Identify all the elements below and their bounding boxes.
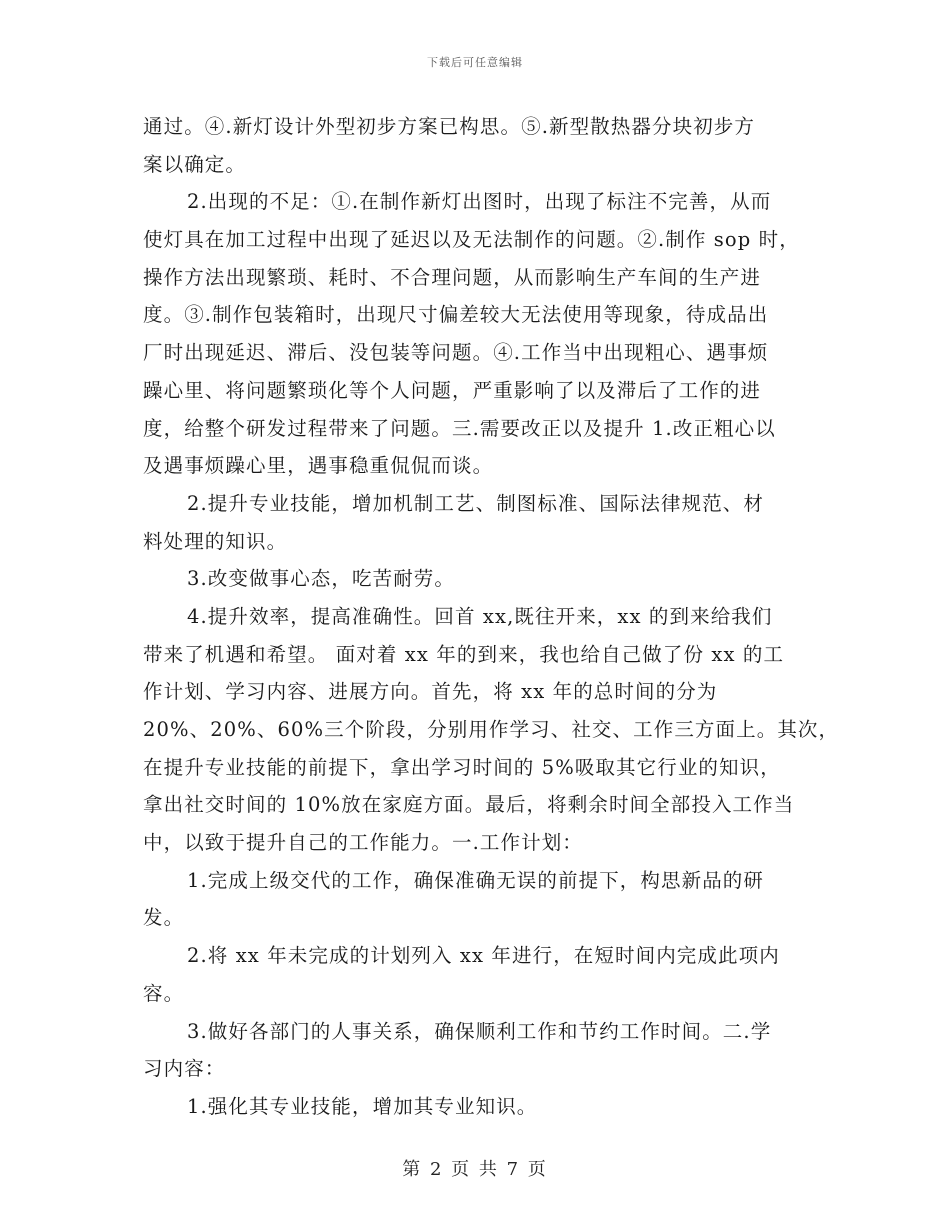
text-line: 厂时出现延迟、滞后、没包装等问题。④.工作当中出现粗心、遇事烦 (143, 341, 769, 365)
text-line: 发。 (143, 906, 185, 930)
text-line: 料处理的知识。 (143, 529, 288, 553)
text-line: 1.强化其专业技能，增加其专业知识。 (187, 1094, 538, 1118)
text-line: 在提升专业技能的前提下，拿出学习时间的 5%吸取其它行业的知识， (143, 755, 781, 779)
text-line: 作计划、学习内容、进展方向。首先，将 xx 年的总时间的分为 (143, 680, 718, 704)
text-line: 3.做好各部门的人事关系，确保顺利工作和节约工作时间。二.学 (187, 1019, 772, 1043)
text-line: 容。 (143, 981, 185, 1005)
text-line: 习内容： (143, 1057, 226, 1081)
text-line: 度，给整个研发过程带来了问题。三.需要改正以及提升 1.改正粗心以 (143, 416, 776, 440)
page-header: 下载后可任意编辑 (427, 56, 523, 69)
text-line: 度。③.制作包装箱时，出现尺寸偏差较大无法使用等现象，待成品出 (143, 303, 769, 327)
text-line: 躁心里、将问题繁琐化等个人问题，严重影响了以及滞后了工作的进 (143, 378, 762, 402)
text-line: 3.改变做事心态，吃苦耐劳。 (187, 567, 456, 591)
text-line: 20%、20%、60%三个阶段，分别用作学习、社交、工作三方面上。其次， (143, 718, 840, 741)
text-line: 1.完成上级交代的工作，确保准确无误的前提下，构思新品的研 (187, 868, 765, 892)
text-line: 及遇事烦躁心里，遇事稳重侃侃而谈。 (143, 454, 494, 478)
text-line: 2.提升专业技能，增加机制工艺、制图标准、国际法律规范、材 (187, 491, 765, 515)
text-line: 4.提升效率，提高准确性。回首 xx,既往开来，xx 的到来给我们 (187, 604, 773, 628)
text-line: 2.出现的不足：①.在制作新灯出图时，出现了标注不完善，从而 (187, 190, 772, 214)
document-body (143, 108, 840, 1126)
page-footer: 第 2 页 共 7 页 (402, 1159, 548, 1180)
text-line: 操作方法出现繁琐、耗时、不合理问题，从而影响生产车间的生产进 (143, 265, 762, 289)
text-line: 带来了机遇和希望。 面对着 xx 年的到来，我也给自己做了份 xx 的工 (143, 642, 785, 666)
text-line: 通过。④.新灯设计外型初步方案已构思。⑤.新型散热器分块初步方 (143, 115, 755, 138)
text-line: 拿出社交时间的 10%放在家庭方面。最后，将剩余时间全部投入工作当 (143, 793, 795, 817)
text-line: 使灯具在加工过程中出现了延迟以及无法制作的问题。②.制作 sop 时， (143, 228, 800, 252)
text-line: 2.将 xx 年未完成的计划列入 xx 年进行，在短时间内完成此项内 (187, 944, 780, 968)
text-line: 中，以致于提升自己的工作能力。一.工作计划： (143, 831, 583, 855)
text-line: 案以确定。 (143, 152, 247, 176)
